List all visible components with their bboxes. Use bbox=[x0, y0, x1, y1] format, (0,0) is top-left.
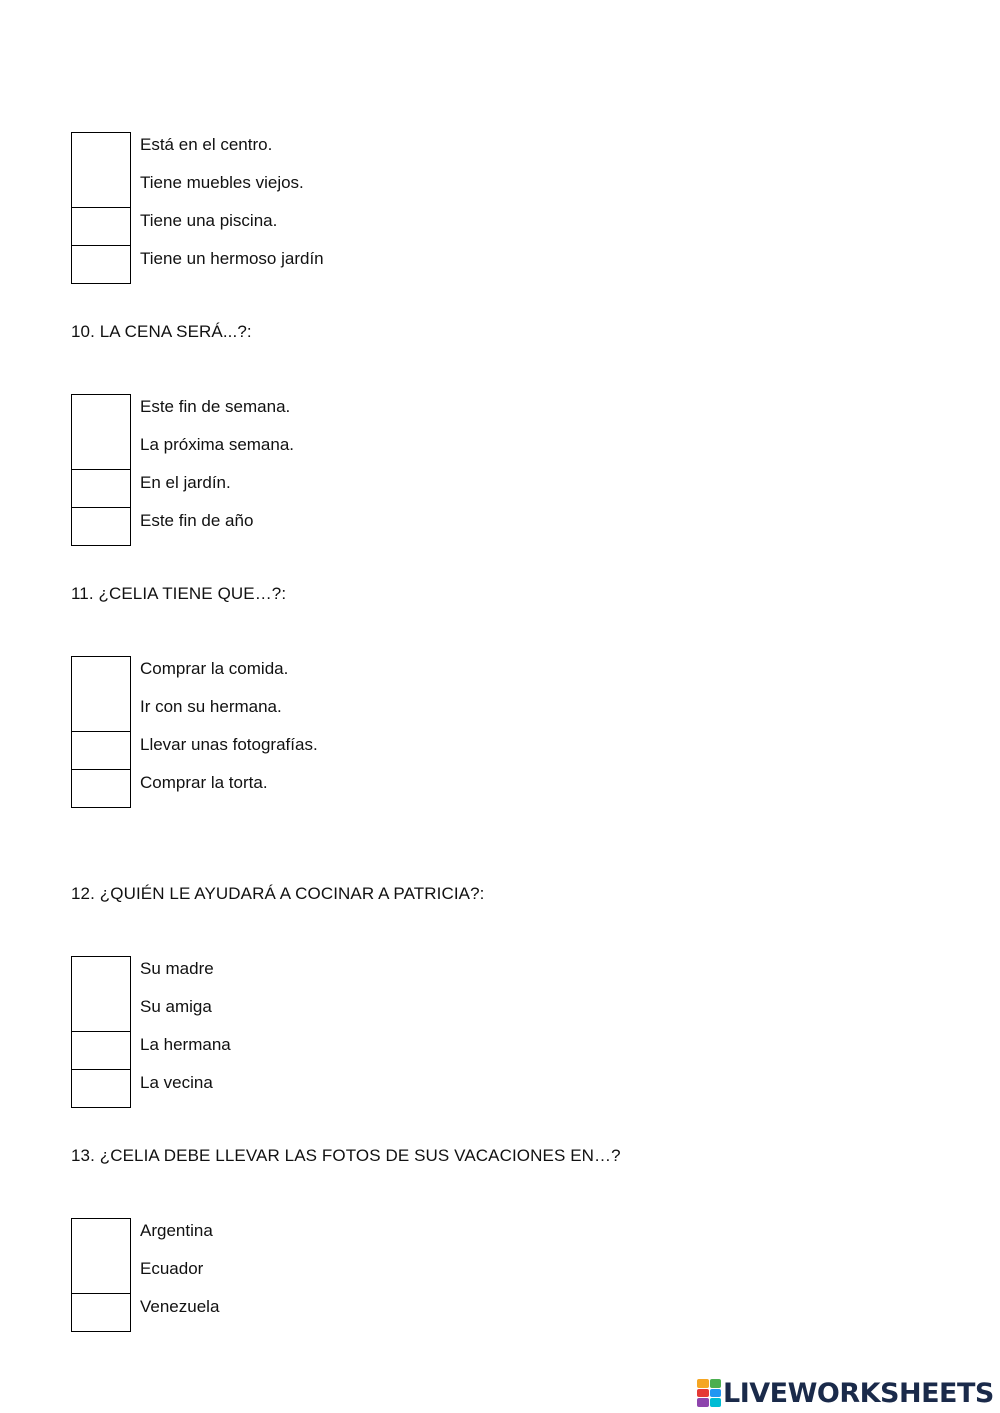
answer-checkbox[interactable] bbox=[71, 394, 131, 433]
option-label: Comprar la torta. bbox=[140, 773, 268, 792]
logo-tile bbox=[710, 1398, 722, 1407]
answer-checkbox[interactable] bbox=[71, 1294, 131, 1332]
answer-checkbox[interactable] bbox=[71, 208, 131, 246]
option-label: Este fin de semana. bbox=[140, 397, 291, 416]
logo-tile bbox=[697, 1389, 709, 1398]
answer-checkbox[interactable] bbox=[71, 246, 131, 284]
option-label: En el jardín. bbox=[140, 473, 231, 492]
option-label: Tiene un hermoso jardín bbox=[140, 249, 324, 268]
option-label: Comprar la comida. bbox=[140, 659, 289, 678]
answer-checkbox[interactable] bbox=[71, 956, 131, 995]
logo-tile bbox=[710, 1379, 722, 1388]
answer-checkbox[interactable] bbox=[71, 508, 131, 546]
question-11-title: 11. ¿CELIA TIENE QUE…?: bbox=[71, 584, 287, 603]
answer-checkbox[interactable] bbox=[71, 1032, 131, 1070]
option-label: Llevar unas fotografías. bbox=[140, 735, 318, 754]
answer-checkbox[interactable] bbox=[71, 732, 131, 770]
option-label: Argentina bbox=[140, 1221, 213, 1240]
logo-tile bbox=[697, 1398, 709, 1407]
logo-tile bbox=[697, 1379, 709, 1388]
option-label: Venezuela bbox=[140, 1297, 220, 1316]
option-label: Está en el centro. bbox=[140, 135, 273, 154]
option-label: Tiene muebles viejos. bbox=[140, 173, 304, 192]
answer-checkbox[interactable] bbox=[71, 170, 131, 208]
answer-checkbox[interactable] bbox=[71, 656, 131, 695]
answer-checkbox[interactable] bbox=[71, 1256, 131, 1294]
option-label: Su madre bbox=[140, 959, 214, 978]
question-12-title: 12. ¿QUIÉN LE AYUDARÁ A COCINAR A PATRICIA?: bbox=[71, 884, 485, 903]
option-label: Tiene una piscina. bbox=[140, 211, 278, 230]
answer-checkbox[interactable] bbox=[71, 994, 131, 1032]
answer-checkbox[interactable] bbox=[71, 694, 131, 732]
answer-checkbox[interactable] bbox=[71, 1070, 131, 1108]
option-label: Ecuador bbox=[140, 1259, 204, 1278]
question-13-title: 13. ¿CELIA DEBE LLEVAR LAS FOTOS DE SUS VACACIONES EN…? bbox=[71, 1146, 621, 1165]
answer-checkbox[interactable] bbox=[71, 1218, 131, 1257]
answer-checkbox[interactable] bbox=[71, 132, 131, 171]
liveworksheets-brand bbox=[697, 1377, 994, 1409]
option-label: La próxima semana. bbox=[140, 435, 295, 454]
answer-checkbox[interactable] bbox=[71, 432, 131, 470]
question-10-title: 10. LA CENA SERÁ...?: bbox=[71, 322, 252, 341]
option-label: Su amiga bbox=[140, 997, 212, 1016]
option-label: Ir con su hermana. bbox=[140, 697, 282, 716]
answer-checkbox[interactable] bbox=[71, 470, 131, 508]
brand-text: LIVEWORKSHEETS bbox=[723, 1377, 994, 1409]
option-label: Este fin de año bbox=[140, 511, 254, 530]
liveworksheets-logo-icon bbox=[697, 1379, 721, 1407]
option-label: La vecina bbox=[140, 1073, 213, 1092]
logo-tile bbox=[710, 1389, 722, 1398]
answer-checkbox[interactable] bbox=[71, 770, 131, 808]
option-label: La hermana bbox=[140, 1035, 231, 1054]
